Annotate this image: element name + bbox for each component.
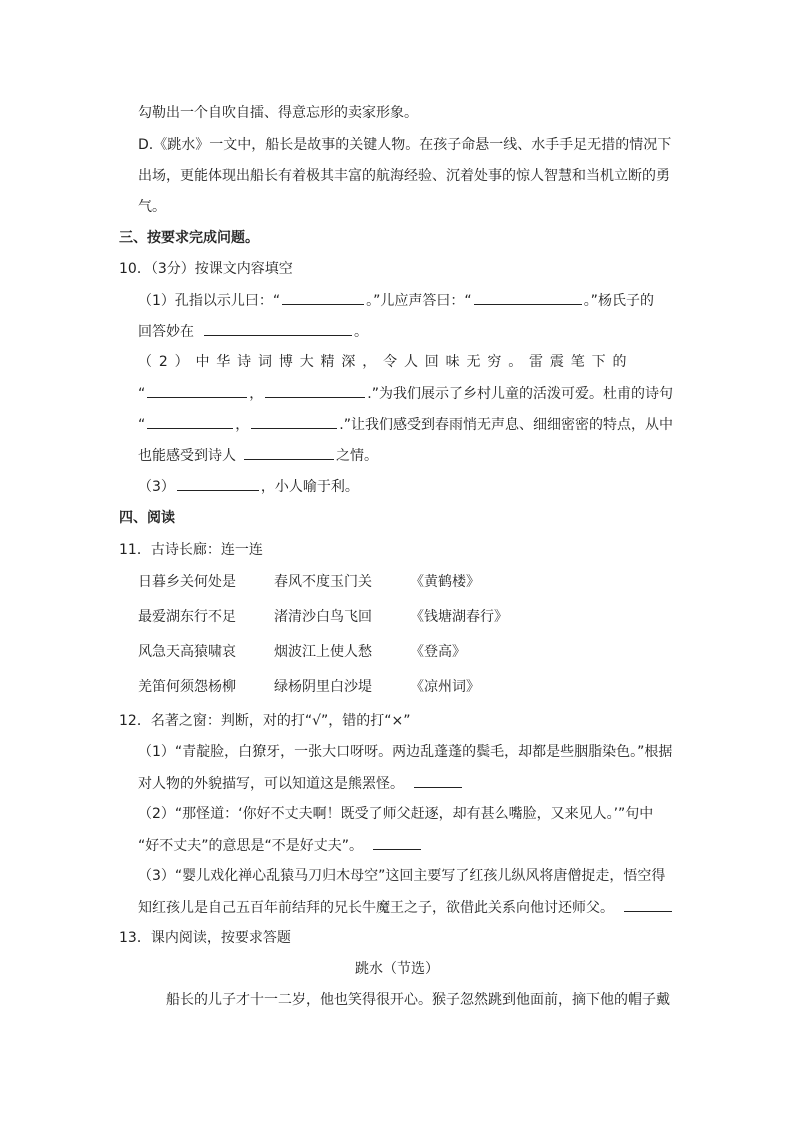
q10-p1-text-b: 。”儿应声答曰：“ — [366, 293, 472, 309]
q13-passage-paragraph1: 船长的儿子才十一二岁，他也笑得很开心。猴子忽然跳到他面前，摘下他的帽子戴 — [166, 992, 670, 1008]
q9-option-d-line2: 出场，更能体现出船长有着极其丰富的航海经验、沉着处事的惊人智慧和当机立断的勇 — [138, 168, 670, 184]
q10-p1-text-e: 。 — [354, 324, 368, 340]
q12-item1-answer-blank[interactable] — [414, 773, 462, 788]
q12-item1-text: 对人物的外貌描写，可以知道这是熊罴怪。 — [138, 776, 404, 792]
q10-p2-text-e: ， — [235, 417, 250, 433]
q10-p1-text-a: （1）孔指以示儿曰：“ — [138, 293, 281, 309]
q11-col-b-row1[interactable]: 渚清沙白鸟飞回 — [274, 609, 372, 625]
q9-option-d-line3: 气。 — [138, 199, 166, 215]
section4-heading: 四、阅读 — [119, 510, 175, 526]
q11-col-c-row0[interactable]: 《黄鹤楼》 — [410, 574, 480, 590]
q13-stem: 13．课内阅读，按要求答题 — [119, 930, 291, 946]
q9-option-c-continuation: 勾勒出一个自吹自擂、得意忘形的卖家形象。 — [138, 105, 418, 121]
q10-p3-blank[interactable] — [177, 476, 259, 491]
q12-item3-text: 知红孩儿是自己五百年前结拜的兄长牛魔王之子，欲借此关系向他讨还师父。 — [138, 900, 614, 916]
q11-col-c-row3[interactable]: 《凉州词》 — [410, 679, 480, 695]
q10-p1-blank3[interactable] — [204, 321, 352, 336]
q12-item1-line2 — [138, 773, 464, 794]
q10-p2-blank2[interactable] — [265, 383, 365, 398]
q10-part2-line2 — [138, 383, 673, 404]
q11-col-a-row2[interactable]: 风急天高猿啸哀 — [138, 644, 236, 660]
q10-p1-blank1[interactable] — [282, 290, 364, 305]
q12-item2-line2 — [138, 835, 423, 856]
q10-part1-line2 — [138, 321, 368, 342]
q10-part2-line1: （ 2 ） 中 华 诗 词 博 大 精 深 ， 令 人 回 味 无 穷 。 雷 震 笔 下 的 — [138, 354, 628, 370]
q10-p2-text-f: .”让我们感受到春雨悄无声息、细细密密的特点，从中 — [339, 417, 673, 433]
q10-part2-line3 — [138, 414, 673, 435]
q12-item2-line1: （2）“那怪道：‘你好不丈夫啊！既受了师父赶逐，却有甚么嘴脸，又来见人。’”句中 — [138, 806, 654, 822]
section3-heading: 三、按要求完成问题。 — [119, 230, 259, 246]
q10-p1-text-c: 。”杨氏子的 — [583, 293, 654, 309]
q11-col-b-row2[interactable]: 烟波江上使人愁 — [274, 644, 372, 660]
q11-col-a-row0[interactable]: 日暮乡关何处是 — [138, 574, 236, 590]
q12-item3-line2 — [138, 897, 674, 918]
q11-col-b-row0[interactable]: 春风不度玉门关 — [274, 574, 372, 590]
q10-p1-blank2[interactable] — [474, 290, 582, 305]
q10-p2-text-d: “ — [138, 417, 146, 433]
q10-p2-blank1[interactable] — [147, 383, 247, 398]
q10-p3-text-a: （3） — [138, 479, 175, 495]
q11-stem: 11．古诗长廊：连一连 — [119, 542, 263, 558]
q11-col-a-row3[interactable]: 羌笛何须怨杨柳 — [138, 679, 236, 695]
q10-p2-blank5[interactable] — [244, 445, 334, 460]
q12-item3-answer-blank[interactable] — [624, 897, 672, 912]
q10-p2-blank3[interactable] — [147, 414, 233, 429]
q10-p2-text-c: .”为我们展示了乡村儿童的活泼可爱。杜甫的诗句 — [367, 386, 673, 402]
q10-stem: 10．（3分）按课文内容填空 — [119, 261, 293, 277]
q12-stem: 12．名著之窗：判断，对的打“√”，错的打“×” — [119, 713, 411, 729]
q10-p3-text-b: ，小人喻于利。 — [260, 479, 359, 495]
q10-part3-line — [138, 476, 359, 497]
q11-col-c-row1[interactable]: 《钱塘湖春行》 — [410, 609, 508, 625]
q11-col-a-row1[interactable]: 最爱湖东行不足 — [138, 609, 236, 625]
q10-p2-text-a: “ — [138, 386, 146, 402]
q10-p1-text-d: 回答妙在 — [138, 324, 194, 340]
q12-item2-answer-blank[interactable] — [373, 835, 421, 850]
q12-item3-line1: （3）“婴儿戏化禅心乱猿马刀归木母空”这回主要写了红孩儿纵风将唐僧捉走，悟空得 — [138, 868, 666, 884]
q10-part2-line4 — [138, 445, 378, 466]
q11-col-b-row3[interactable]: 绿杨阴里白沙堤 — [274, 679, 372, 695]
q12-item2-text: “好不丈夫”的意思是“不是好丈夫”。 — [138, 838, 364, 854]
q12-item1-line1: （1）“青靛脸，白獠牙，一张大口呀呀。两边乱蓬蓬的鬓毛，却都是些胭脂染色。”根据 — [138, 744, 673, 760]
q10-p2-text-b: ， — [249, 386, 264, 402]
q10-part1-line1 — [138, 290, 654, 311]
q13-passage-title: 跳水（节选） — [355, 961, 439, 977]
q10-p2-blank4[interactable] — [251, 414, 337, 429]
q10-p2-text-h: 之情。 — [336, 448, 378, 464]
q9-option-d-line1: D.《跳水》一文中，船长是故事的关键人物。在孩子命悬一线、水手手足无措的情况下 — [138, 137, 672, 153]
q10-p2-text-g: 也能感受到诗人 — [138, 448, 236, 464]
q11-col-c-row2[interactable]: 《登高》 — [410, 644, 466, 660]
